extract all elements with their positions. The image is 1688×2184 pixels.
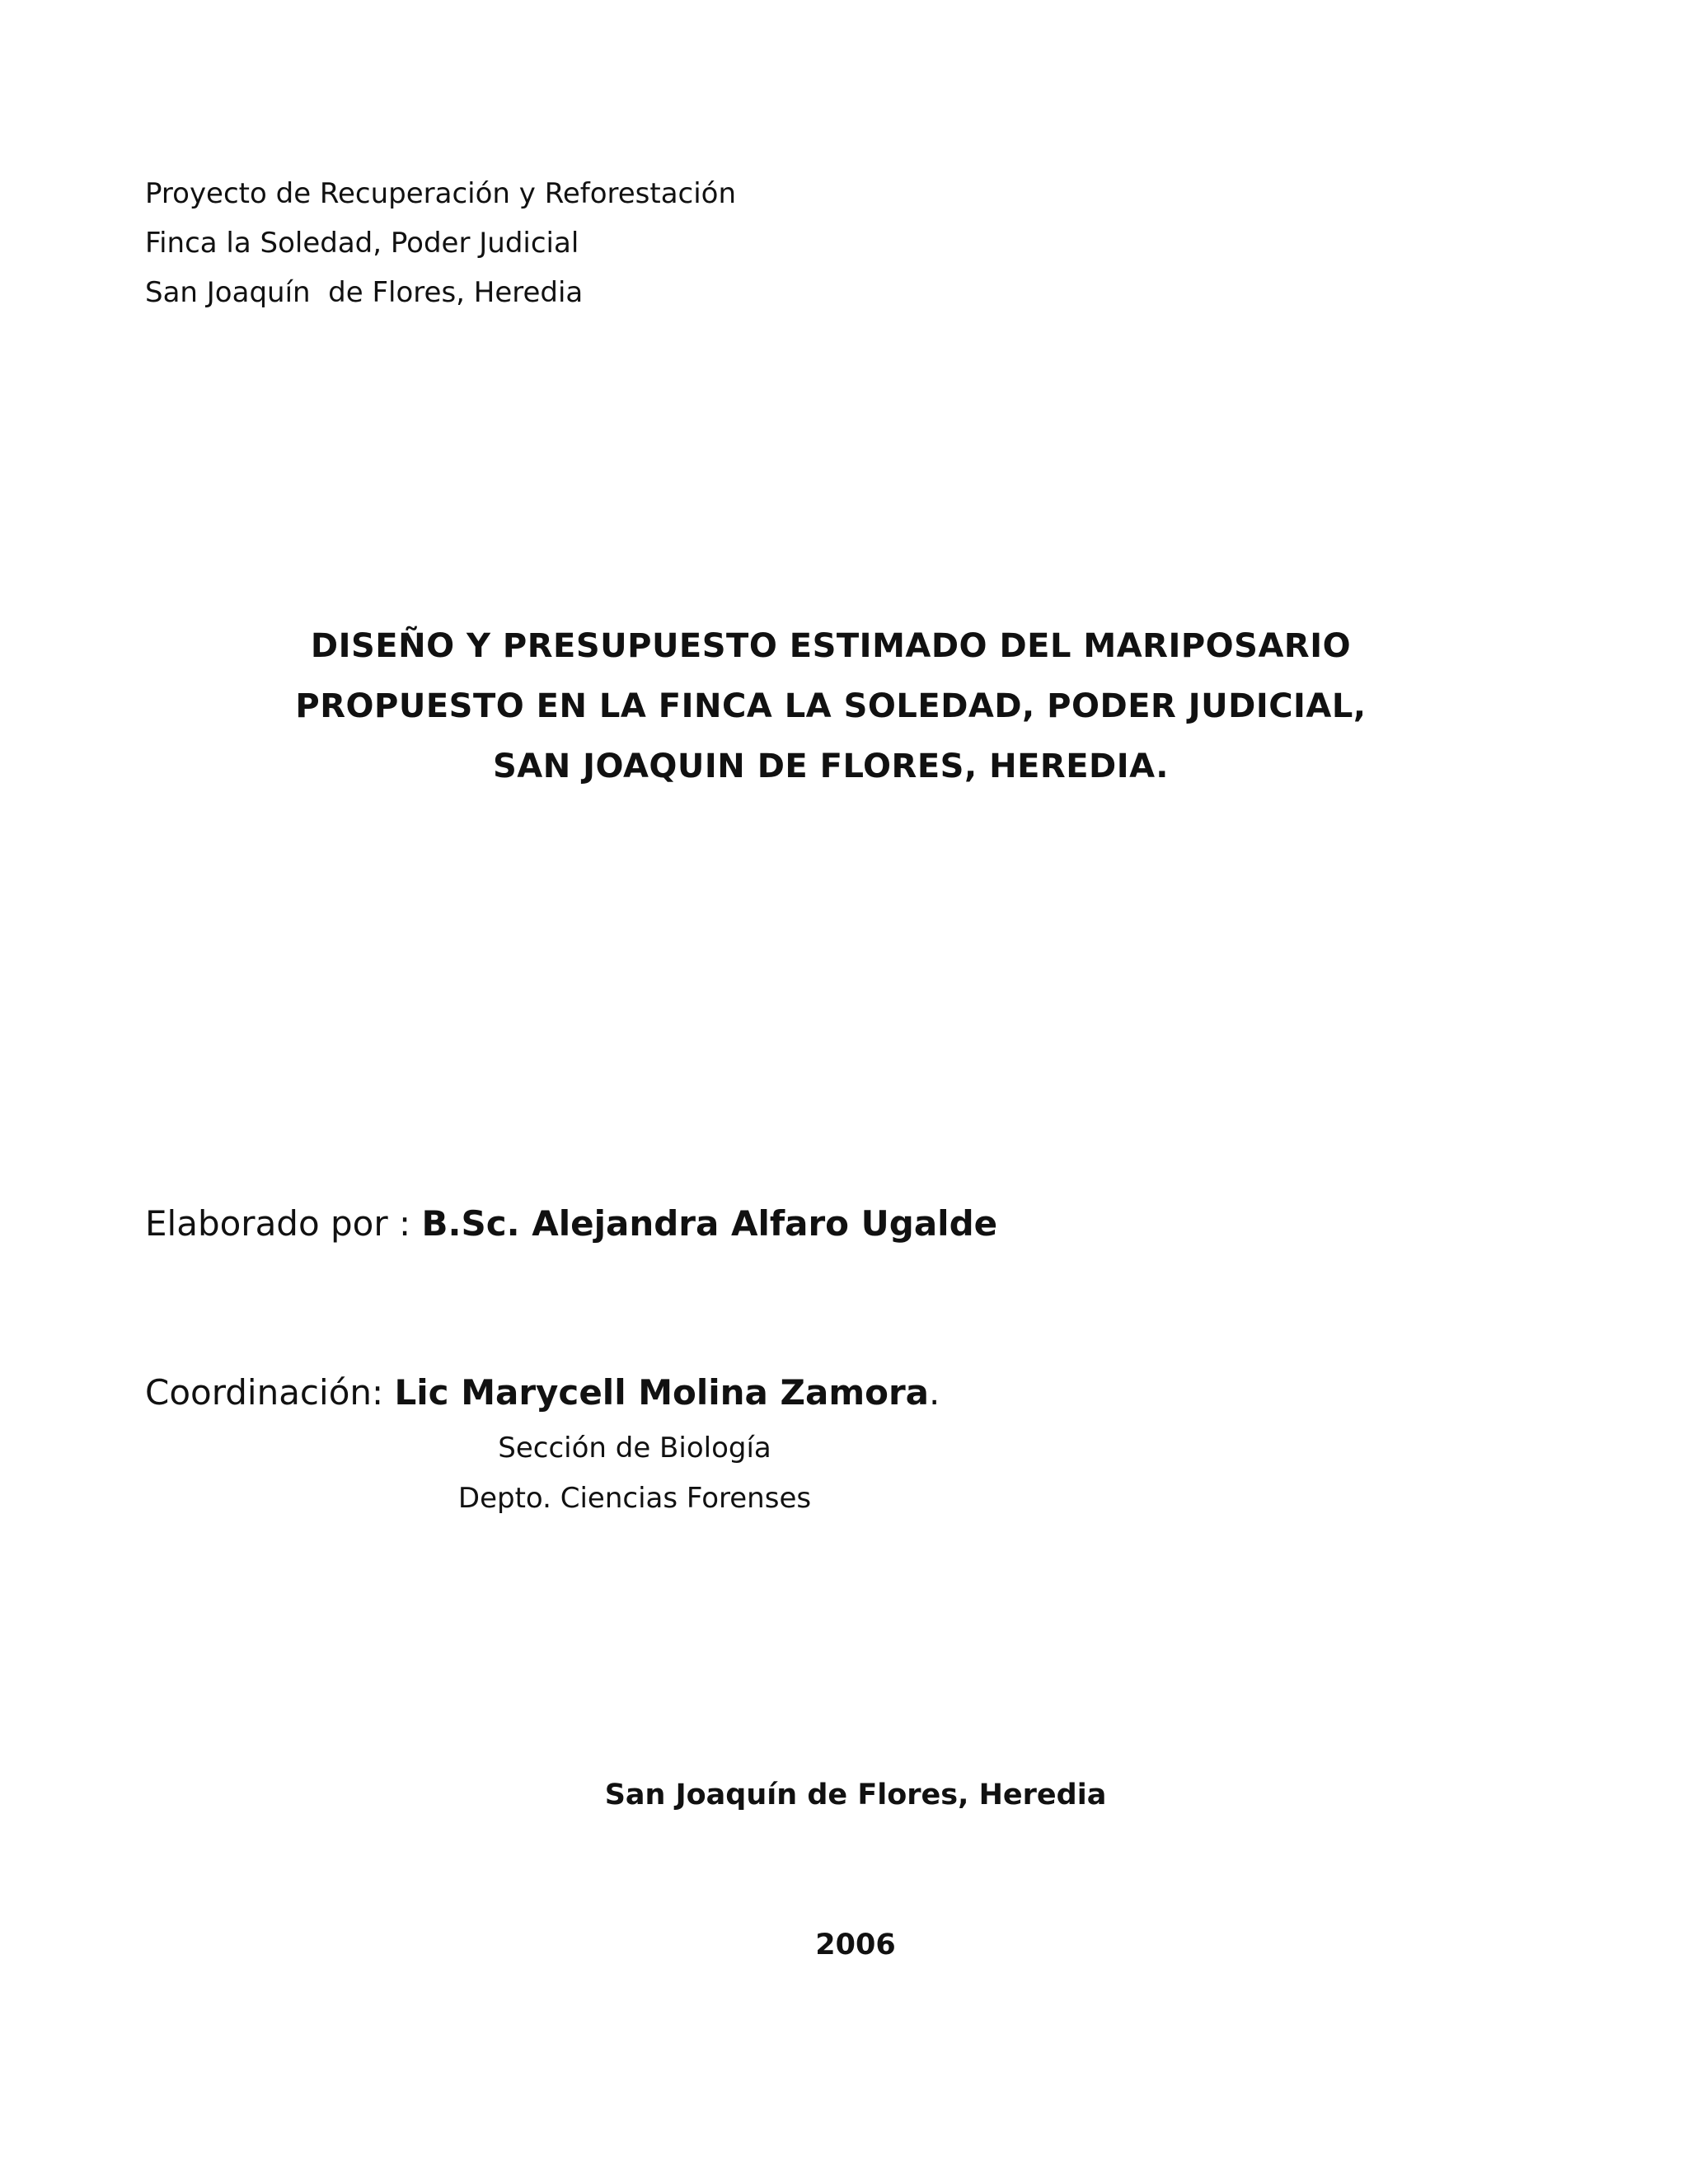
title-line-3: SAN JOAQUIN DE FLORES, HEREDIA. — [492, 748, 1169, 785]
footer-place: San Joaquín de Flores, Heredia — [604, 1779, 1107, 1811]
title-line-2: PROPUESTO EN LA FINCA LA SOLEDAD, PODER JUDICIAL, — [295, 687, 1367, 725]
author-label: Elaborado por : — [145, 1203, 422, 1244]
coordination-label: Coordinación: — [145, 1372, 395, 1413]
project-header — [145, 169, 736, 317]
department-name: Depto. Ciencias Forenses — [457, 1482, 812, 1515]
project-city-line: San Joaquín de Flores, Heredia — [145, 276, 584, 309]
author-line — [145, 1199, 997, 1249]
title-line-1: DISEÑO Y PRESUPUESTO ESTIMADO DEL MARIPOSARIO — [310, 627, 1352, 665]
document-title — [0, 616, 1662, 797]
department-block — [429, 1423, 841, 1524]
author-name: B.Sc. Alejandra Alfaro Ugalde — [421, 1203, 998, 1244]
project-title-line: Proyecto de Recuperación y Reforestación — [145, 177, 737, 210]
footer-year: 2006 — [815, 1929, 896, 1961]
project-location-line: Finca la Soledad, Poder Judicial — [145, 227, 579, 260]
section-name: Sección de Biología — [498, 1432, 771, 1465]
coordination-period: . — [929, 1372, 940, 1413]
coordination-line — [145, 1368, 940, 1418]
coordinator-name: Lic Marycell Molina Zamora — [394, 1372, 929, 1413]
